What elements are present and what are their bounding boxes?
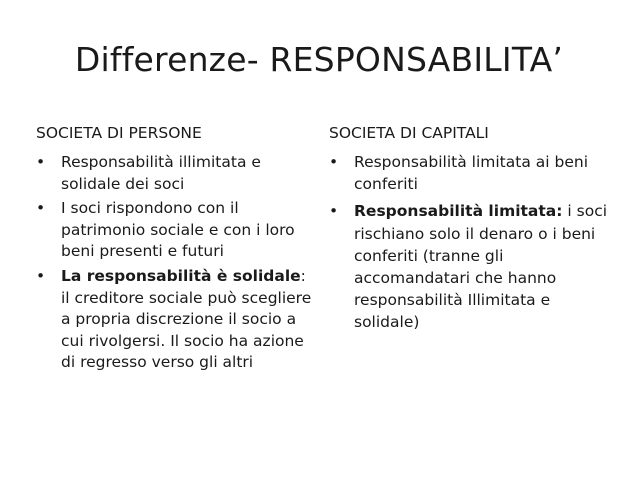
list-item (36, 266, 318, 374)
list-item (36, 152, 318, 195)
list-item-text: i soci rischiano solo il denaro o i beni conferiti (tranne gli accomandatari che hanno responsabilità Illimitata e solidale) (354, 202, 608, 332)
list-item-text: I soci rispondono con il patrimonio sociale e con i loro beni presenti e futuri (61, 199, 295, 261)
left-bullet-list (36, 152, 318, 374)
right-column (329, 124, 617, 339)
list-item-bold-text: Responsabilità limitata: (354, 202, 563, 221)
bullet-icon: • (36, 266, 46, 285)
bullet-icon: • (36, 153, 46, 171)
slide-title: Differenze- RESPONSABILITA’ (74, 40, 564, 79)
list-item-bold-text: La responsabilità è solidale (61, 266, 301, 285)
left-column-heading: SOCIETA DI PERSONE (36, 124, 202, 142)
list-item (36, 198, 318, 263)
list-item-text: Responsabilità illimitata e solidale dei soci (61, 153, 261, 193)
right-column-heading: SOCIETA DI CAPITALI (329, 124, 489, 142)
bullet-icon: • (36, 199, 46, 218)
bullet-icon: • (329, 202, 339, 221)
bullet-icon: • (329, 153, 339, 171)
right-bullet-list (329, 151, 617, 334)
list-item-text: : il creditore sociale può scegliere a propria discrezione il socio a cui rivolgersi. Il socio ha azione di regresso verso gli altri (61, 266, 312, 372)
left-column (36, 124, 318, 377)
list-item (329, 200, 617, 333)
list-item-text: Responsabilità limitata ai beni conferiti (354, 153, 588, 194)
list-item (329, 151, 617, 195)
